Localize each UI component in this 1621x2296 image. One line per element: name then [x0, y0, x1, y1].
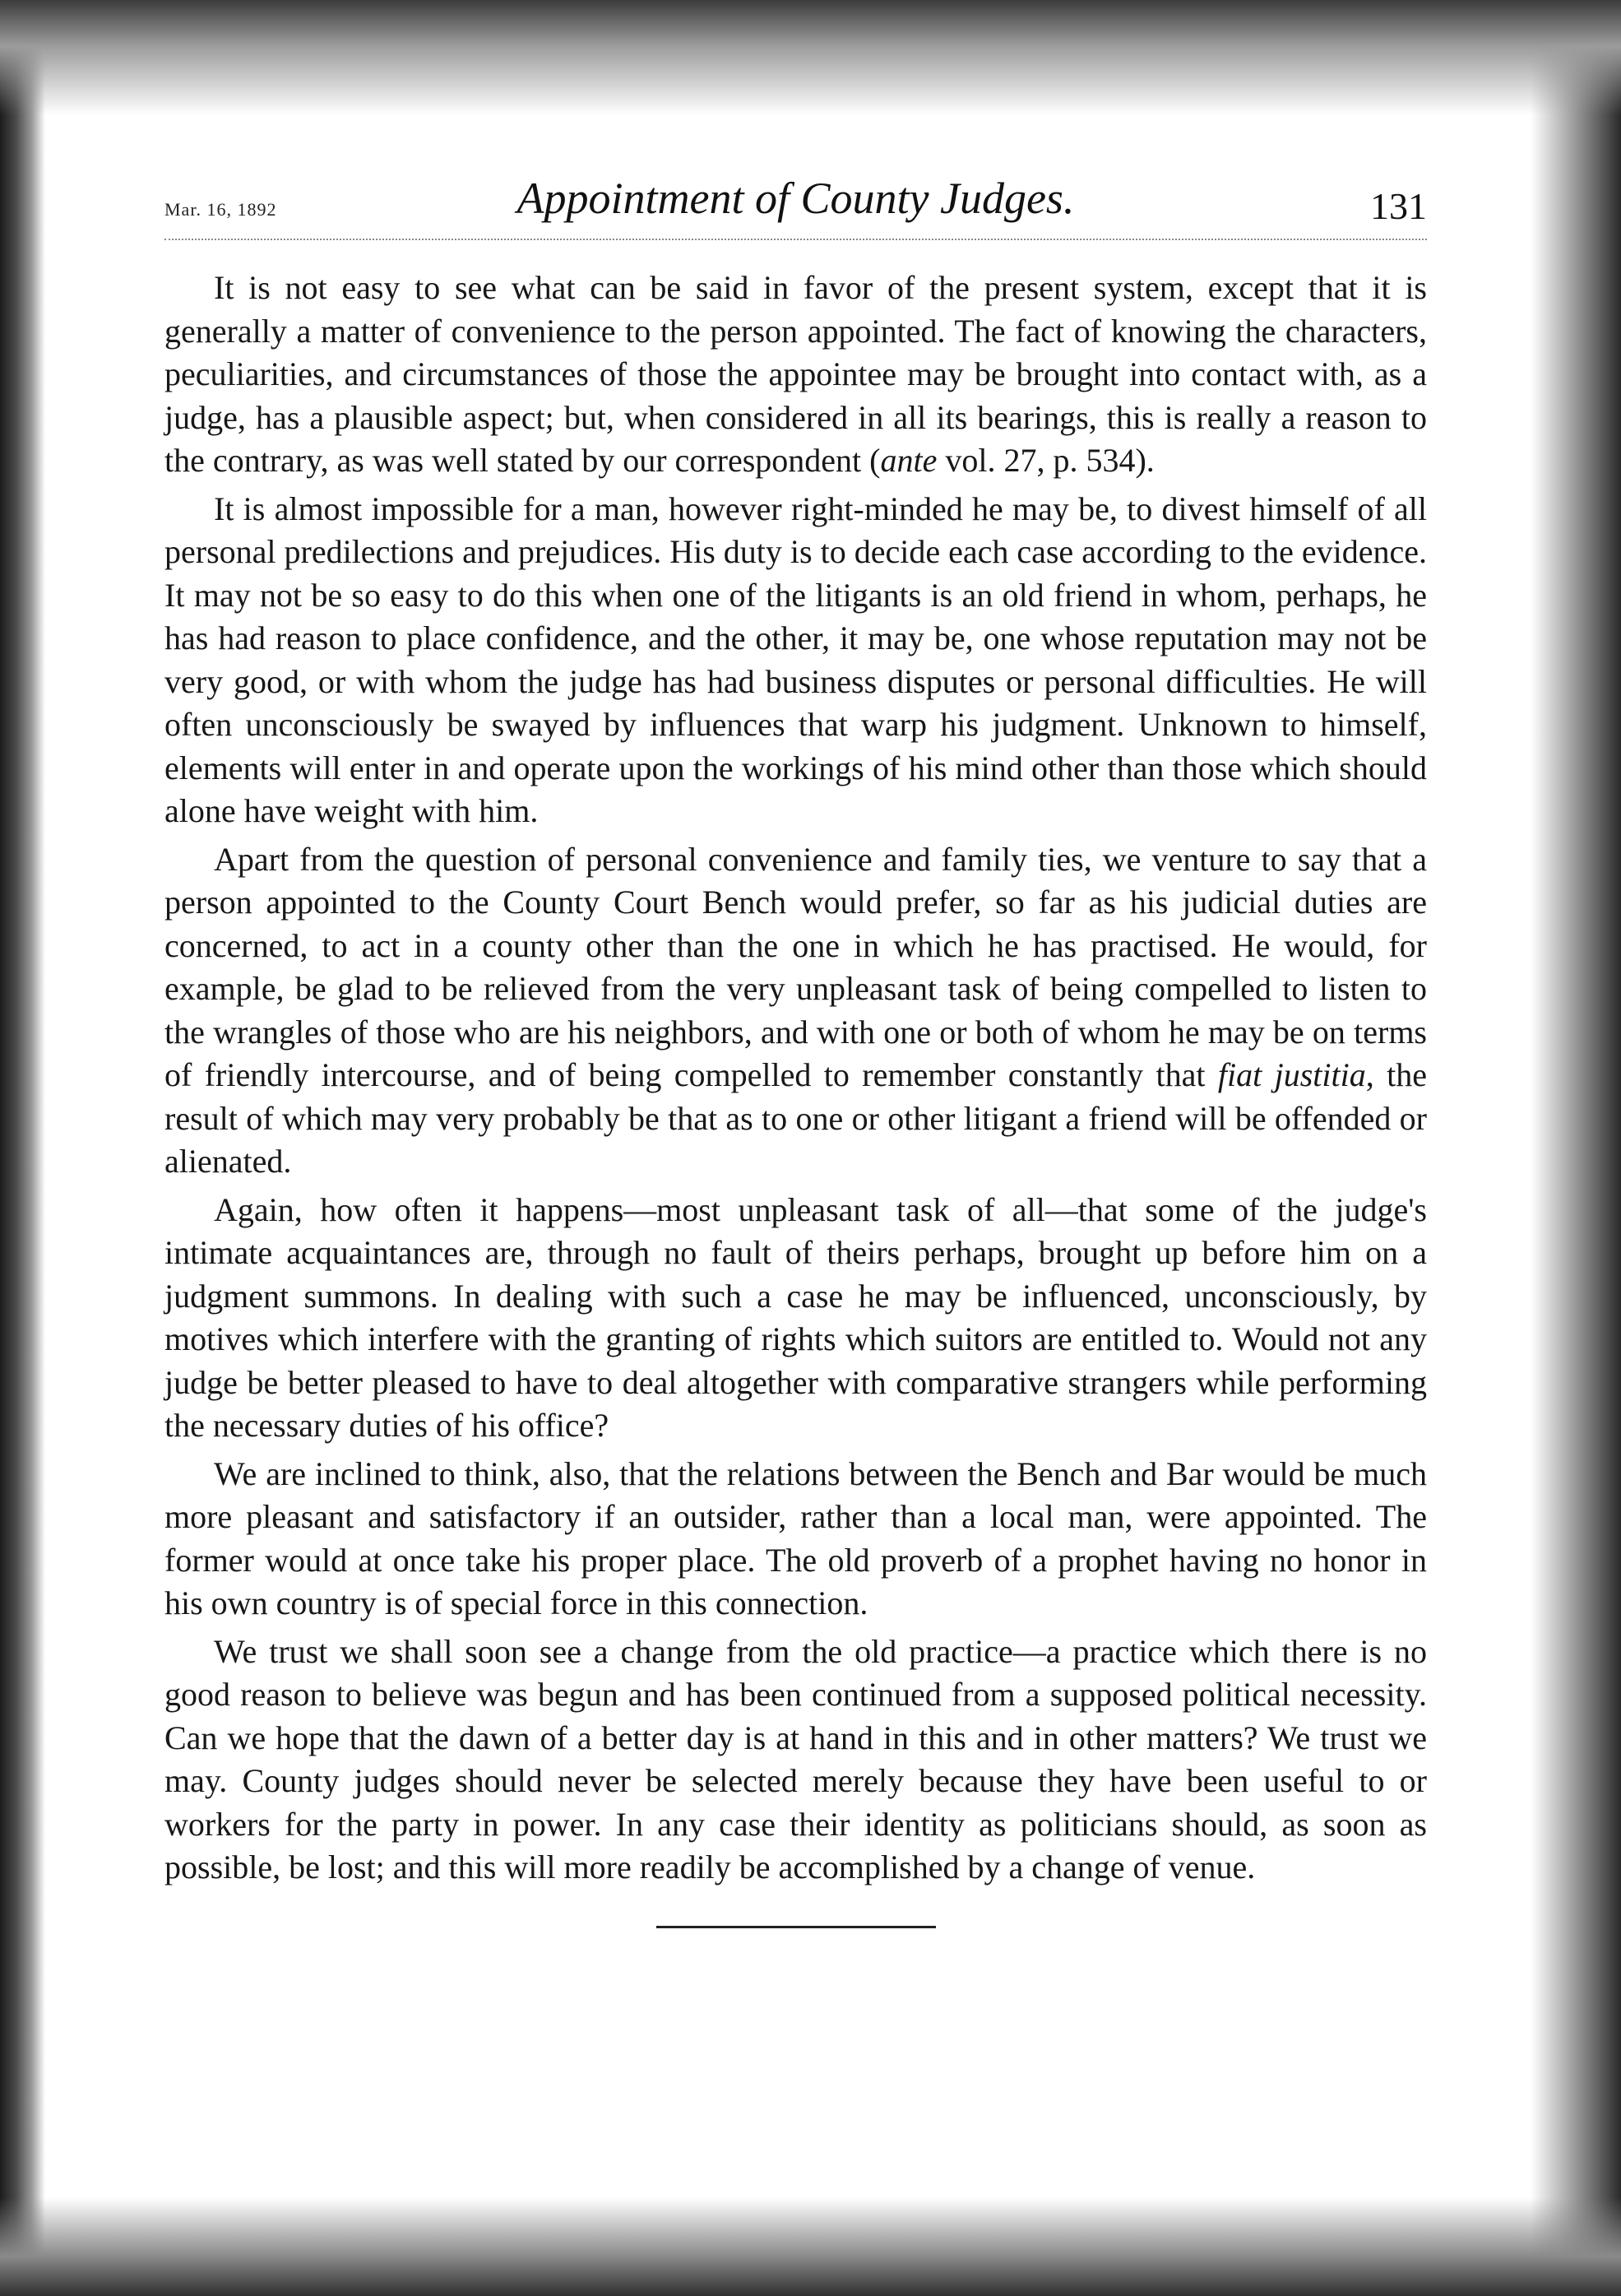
header-date: Mar. 16, 1892 [164, 199, 277, 220]
page-number: 131 [1370, 185, 1427, 227]
end-rule [656, 1926, 936, 1928]
scan-shadow-bottom [0, 2197, 1621, 2296]
running-header [164, 148, 1427, 240]
paragraph-6: We trust we shall soon see a change from the old practice—a practice which there is no good reason to believe was begun and has been continued from a supposed political necessity. Can we hope that the dawn of a better day is at hand in this and in other matters? We trust we may. County judges should never be selected merely because they have been useful to or workers for the party in power. In any case their identity as politicians should, as soon as possible, be lost; and this will more readily be accomplished by a change of venue. [164, 1632, 1427, 1886]
scan-shadow-right [1531, 0, 1621, 2296]
document-page [164, 148, 1427, 1928]
header-title: Appointment of County Judges. [516, 174, 1075, 223]
paragraph-1: It is not easy to see what can be said in favor of the present system, except that it is generally a matter of convenience to the person appointed. The fact of knowing the characters, peculiarities, and circumstances of those the appointee may be brought into contact with, as a judge, has a plausible aspect; but, when considered in all its bearings, this is really a reason to the contrary, as was well stated by our correspondent (ante vol. 27, p. 534). [164, 269, 1427, 479]
paragraph-2: It is almost impossible for a man, however right-minded he may be, to divest himself of all personal predilections and prejudices. His duty is to decide each case according to the evidence. It may not be so easy to do this when one of the litigants is an old friend in whom, perhaps, he has had reason to place confidence, and the other, it may be, one whose reputation may not be very good, or with whom the judge has had business disputes or personal difficulties. He will often unconsciously be swayed by influences that warp his judgment. Unknown to himself, elements will enter in and operate upon the workings of his mind other than those which should alone have weight with him. [164, 489, 1427, 829]
scan-shadow-left [0, 0, 45, 2296]
paragraph-4: Again, how often it happens—most unpleasant task of all—that some of the judge's intimate acquaintances are, through no fault of theirs perhaps, brought up before him on a judgment summons. In dealing with such a case he may be influenced, unconsciously, by motives which interfere with the granting of rights which suitors are entitled to. Would not any judge be better pleased to have to deal altogether with comparative strangers while performing the necessary duties of his office? [164, 1190, 1427, 1444]
article-body [164, 267, 1427, 1890]
scan-shadow-top [0, 0, 1621, 115]
paragraph-3: Apart from the question of personal convenience and family ties, we venture to say that a person appointed to the County Court Bench would prefer, so far as his judicial duties are concerned, to act in a county other than the one in which he has practised. He would, for example, be glad to be relieved from the very unpleasant task of being compelled to listen to the wrangles of those who are his neighbors, and with one or both of whom he may be on terms of friendly intercourse, and of being compelled to remember constantly that fiat justitia, the result of which may very probably be that as to one or other litigant a friend will be offended or alienated. [164, 840, 1427, 1180]
paragraph-5: We are inclined to think, also, that the relations between the Bench and Bar would be much more pleasant and satisfactory if an outsider, rather than a local man, were appointed. The former would at once take his proper place. The old proverb of a prophet having no honor in his own country is of special force in this connection. [164, 1454, 1427, 1621]
